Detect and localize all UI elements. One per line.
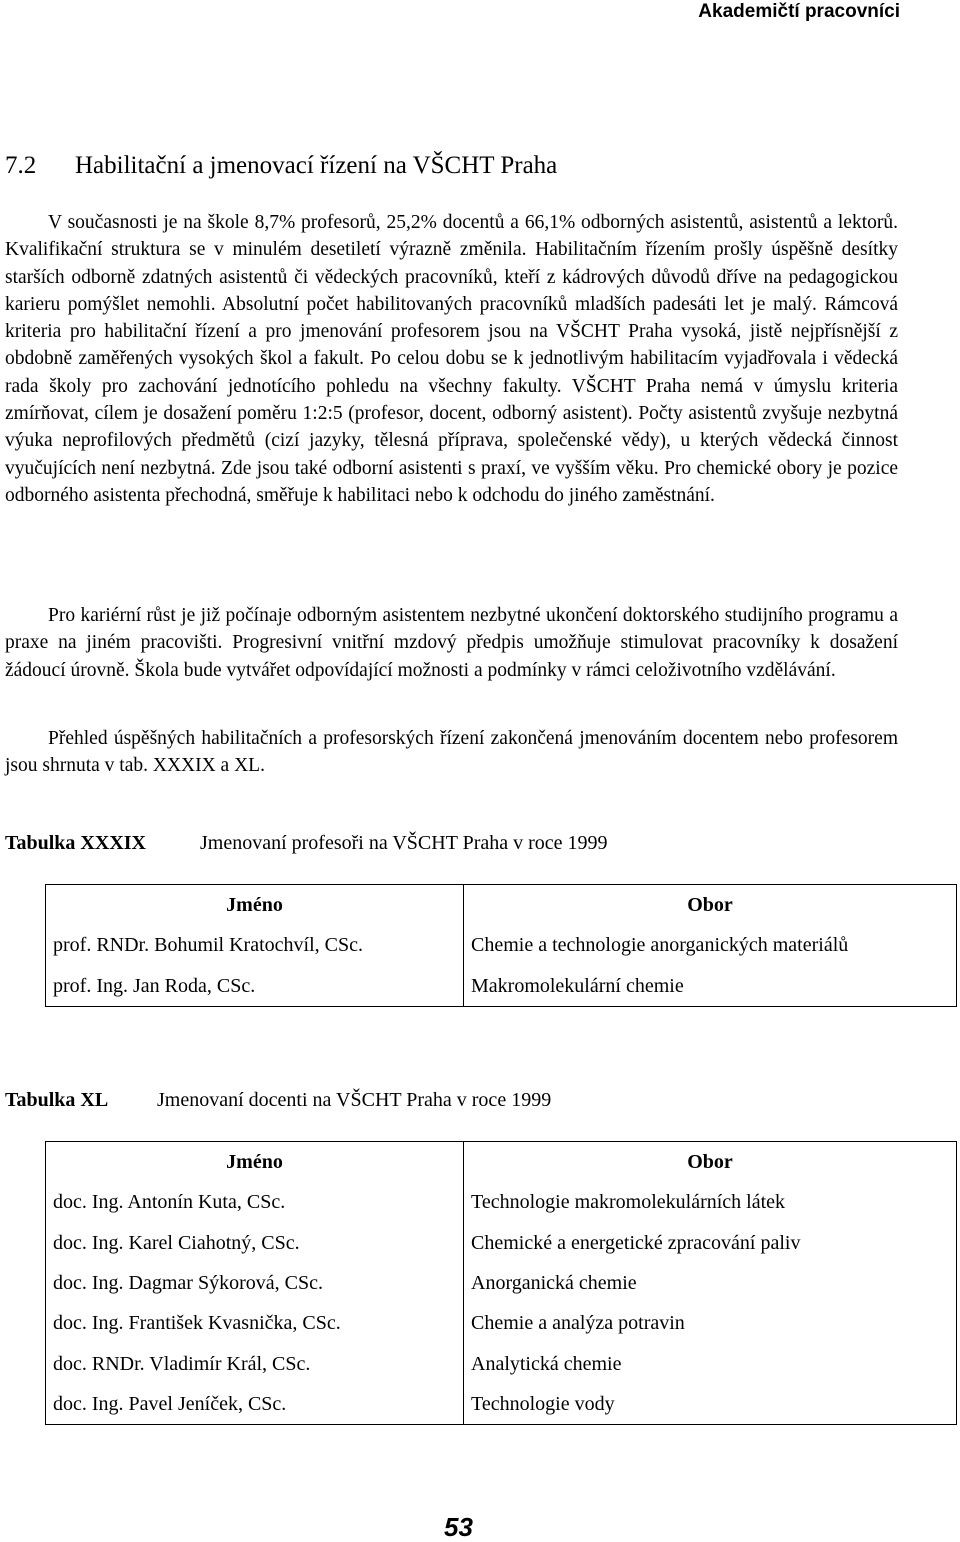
table-row <box>46 1263 957 1303</box>
cell-field: Chemie a analýza potravin <box>464 1303 957 1343</box>
section-heading <box>5 150 945 182</box>
cell-name: prof. Ing. Jan Roda, CSc. <box>53 974 256 997</box>
cell-field: Technologie vody <box>464 1384 957 1425</box>
table-row <box>46 966 957 1007</box>
table-label: Tabulka XL <box>5 1089 109 1111</box>
cell-name: doc. Ing. František Kvasnička, CSc. <box>53 1312 341 1335</box>
cell-name: prof. RNDr. Bohumil Kratochvíl, CSc. <box>53 934 363 957</box>
cell-name: doc. Ing. Karel Ciahotný, CSc. <box>53 1231 300 1254</box>
cell-name: doc. Ing. Dagmar Sýkorová, CSc. <box>53 1272 323 1295</box>
paragraph-career-growth: Pro kariérní růst je již počínaje odborným asistentem nezbytné ukončení doktorského studijního programu a praxe na jiném pracovišti. Progresivní vnitřní mzdový předpis umožňuje stimulovat pracovníky k dosažení žádoucí úrovně. Škola bude vytvářet odpovídající možnosti a podmínky v rámci celoživotního vzdělávání. <box>5 605 898 681</box>
column-header-field: Obor <box>464 1142 957 1183</box>
cell-name: doc. Ing. Antonín Kuta, CSc. <box>53 1191 286 1214</box>
table-row <box>46 1182 957 1222</box>
cell-field: Analytická chemie <box>464 1343 957 1383</box>
table-label: Tabulka XXXIX <box>5 832 146 854</box>
table-header-row <box>46 885 957 926</box>
table-row <box>46 925 957 965</box>
column-header-field: Obor <box>464 885 957 926</box>
table-row <box>46 1223 957 1263</box>
table-caption-docents <box>5 1086 945 1114</box>
column-header-name: Jméno <box>226 894 283 917</box>
docents-table <box>45 1141 957 1425</box>
cell-field: Anorganická chemie <box>464 1263 957 1303</box>
table-caption-text: Jmenovaní profesoři na VŠCHT Praha v roce 1999 <box>200 832 608 854</box>
running-header: Akademičtí pracovníci <box>698 1 900 22</box>
table-caption-text: Jmenovaní docenti na VŠCHT Praha v roce 1999 <box>157 1089 552 1111</box>
table-row <box>46 1384 957 1425</box>
professors-table <box>45 884 957 1007</box>
column-header-name: Jméno <box>226 1151 283 1174</box>
paragraph-overview: Přehled úspěšných habilitačních a profesorských řízení zakončená jmenováním docentem nebo profesorem jsou shrnuta v tab. XXXIX a XL. <box>5 728 898 777</box>
cell-field: Technologie makromolekulárních látek <box>464 1182 957 1222</box>
cell-field: Chemické a energetické zpracování paliv <box>464 1223 957 1263</box>
table-caption-professors <box>5 829 945 857</box>
cell-name: doc. RNDr. Vladimír Král, CSc. <box>53 1352 311 1375</box>
table-header-row <box>46 1142 957 1183</box>
table-row <box>46 1343 957 1383</box>
cell-field: Makromolekulární chemie <box>464 966 957 1007</box>
cell-field: Chemie a technologie anorganických materiálů <box>464 925 957 965</box>
section-number: 7.2 <box>5 152 37 179</box>
table-row <box>46 1303 957 1343</box>
paragraph-qualification-structure: V současnosti je na škole 8,7% profesorů, 25,2% docentů a 66,1% odborných asistentů, asistentů a lektorů. Kvalifikační struktura se v minulém desetiletí výrazně změnila. Habilitačním řízením prošly úspěšně desítky starších odborně zdatných asistentů či vědeckých pracovníků, kteří z kádrových důvodů dříve na pedagogickou karieru pomýšlet nemohli. Absolutní počet habilitovaných pracovníků mladších padesáti let je malý. Rámcová kriteria pro habilitační řízení a pro jmenování profesorem jsou na VŠCHT Praha vysoká, jistě nejpřísnější z obdobně zaměřených vysokých škol a fakult. Po celou dobu se k jednotlivým habilitacím vyjadřovala i vědecká rada školy pro zachování jednotícího pohledu na všechny fakulty. VŠCHT Praha nemá v úmyslu kriteria zmírňovat, cílem je dosažení poměru 1:2:5 (profesor, docent, odborný asistent). Počty asistentů zvyšuje nezbytná výuka neprofilových předmětů (cizí jazyky, tělesná příprava, společenské vědy), u kterých vědecká činnost vyučujících není nezbytná. Zde jsou také odborní asistenti s praxí, ve vyšším věku. Pro chemické obory je pozice odborného asistenta přechodná, směřuje k habilitaci nebo k odchodu do jiného zaměstnání. <box>5 212 898 506</box>
cell-name: doc. Ing. Pavel Jeníček, CSc. <box>53 1392 287 1415</box>
page-number: 53 <box>444 1512 473 1542</box>
section-title: Habilitační a jmenovací řízení na VŠCHT Praha <box>75 152 558 179</box>
